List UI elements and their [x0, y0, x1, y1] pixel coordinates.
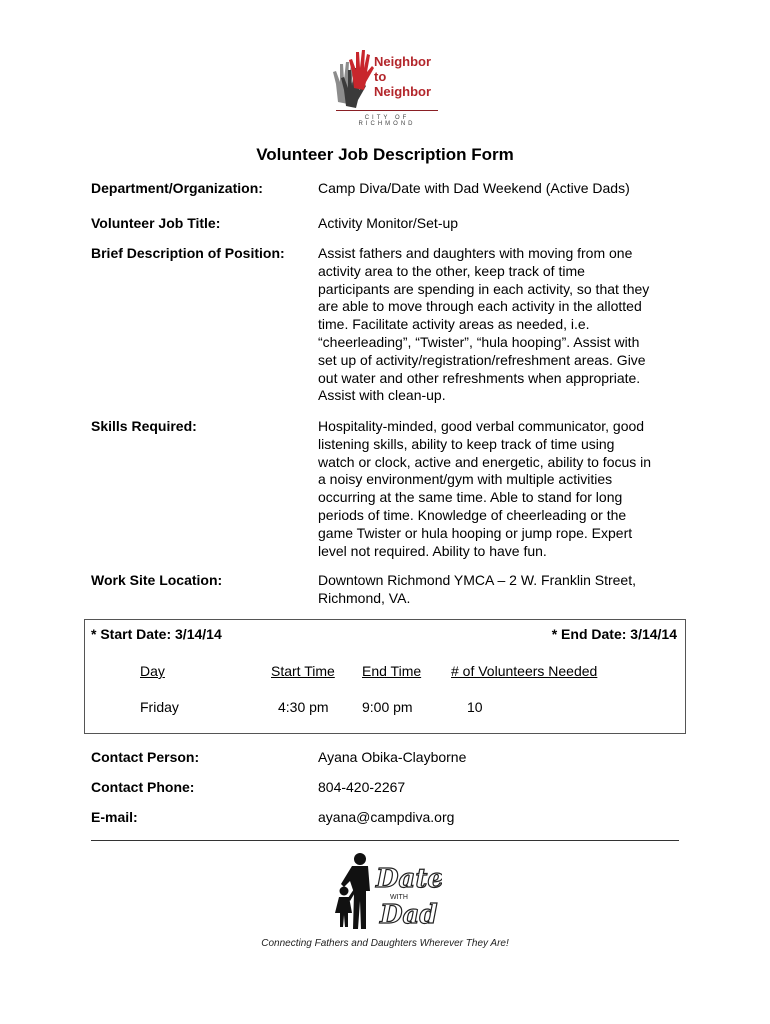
- volunteers-header: # of Volunteers Needed: [451, 663, 598, 679]
- description-line: time. Facilitate activity areas as needed, i.e.: [318, 316, 590, 333]
- description-line: “cheerleading”, “Twister”, “hula hooping”. Assist with: [318, 333, 640, 350]
- neighbor-to-neighbor-logo: [332, 44, 442, 128]
- end-time-header: End Time: [362, 663, 422, 679]
- skills-label: Skills Required:: [91, 418, 197, 434]
- job-title-label: Volunteer Job Title:: [91, 215, 221, 231]
- description-line: Assist fathers and daughters with moving from one: [318, 245, 633, 261]
- volunteers-value: 10: [467, 699, 483, 715]
- logo-city: CITY OF RICHMOND: [358, 115, 416, 127]
- logo-line-1: Neighbor: [374, 54, 432, 69]
- location-line: Downtown Richmond YMCA – 2 W. Franklin Street,: [318, 572, 636, 588]
- logo-with-word: WITH: [390, 894, 408, 901]
- skills-line: periods of time. Knowledge of cheerleading or the: [318, 506, 627, 523]
- description-line: participants are spending in each activity, so that they: [318, 280, 650, 297]
- department-label: Department/Organization:: [91, 180, 263, 196]
- description-line: Assist with clean-up.: [318, 387, 446, 404]
- father-daughter-silhouette-icon: [330, 851, 442, 933]
- skills-line: watch or clock, active and energetic, ability to focus in: [318, 453, 652, 470]
- footer-tagline: Connecting Fathers and Daughters Wherever They Are!: [261, 938, 509, 949]
- logo-line-3: Neighbor: [374, 84, 432, 99]
- description-line: activity area to the other, keep track of time: [318, 262, 585, 279]
- start-time-header: Start Time: [271, 663, 335, 679]
- schedule-box: [84, 619, 686, 734]
- end-time-value: 9:00 pm: [362, 699, 413, 715]
- description-line: set up of activity/registration/refreshment areas. Give: [318, 351, 646, 368]
- start-date: * Start Date: 3/14/14: [91, 626, 222, 642]
- contact-person-value: Ayana Obika-Clayborne: [318, 749, 467, 765]
- skills-line: occurring at the same time. Able to stand for long: [318, 489, 623, 506]
- description-label: Brief Description of Position:: [91, 245, 285, 261]
- location-value: [318, 572, 683, 608]
- contact-phone-label: Contact Phone:: [91, 779, 195, 795]
- description-line: out water and other refreshments when appropriate.: [318, 369, 641, 386]
- end-date: * End Date: 3/14/14: [551, 626, 677, 642]
- location-line: Richmond, VA.: [318, 589, 411, 606]
- contact-person-label: Contact Person:: [91, 749, 200, 765]
- hands-logo-icon: [332, 44, 376, 110]
- skills-value: [318, 418, 683, 560]
- description-line: are able to move through each activity in the allotted: [318, 298, 642, 315]
- department-value: Camp Diva/Date with Dad Weekend (Active Dads): [318, 180, 630, 196]
- day-value: Friday: [140, 699, 179, 715]
- logo-date-word: Date: [376, 864, 442, 894]
- description-value: [318, 245, 683, 405]
- job-title-value: Activity Monitor/Set-up: [318, 215, 459, 231]
- start-time-value: 4:30 pm: [278, 699, 329, 715]
- form-title: Volunteer Job Description Form: [256, 145, 514, 164]
- logo-divider: [336, 110, 438, 111]
- logo-wordmark: [374, 54, 431, 99]
- skills-line: Hospitality-minded, good verbal communicator, good: [318, 418, 645, 434]
- location-label: Work Site Location:: [91, 572, 223, 588]
- skills-line: game Twister or hula hooping or jump rope. Expert: [318, 524, 633, 541]
- footer-divider: [91, 840, 679, 841]
- contact-phone-value: 804-420-2267: [318, 779, 406, 795]
- skills-line: level not required. Ability to have fun.: [318, 542, 547, 559]
- logo-dad-word: Dad: [380, 900, 438, 930]
- day-header: Day: [140, 663, 165, 679]
- skills-line: listening skills, ability to keep track of time using: [318, 435, 615, 452]
- skills-line: a noisy environment/gym with multiple activities: [318, 471, 613, 488]
- email-label: E-mail:: [91, 809, 138, 825]
- logo-line-2: to: [374, 69, 387, 84]
- date-with-dad-logo: [330, 851, 442, 933]
- email-value: ayana@campdiva.org: [318, 809, 455, 825]
